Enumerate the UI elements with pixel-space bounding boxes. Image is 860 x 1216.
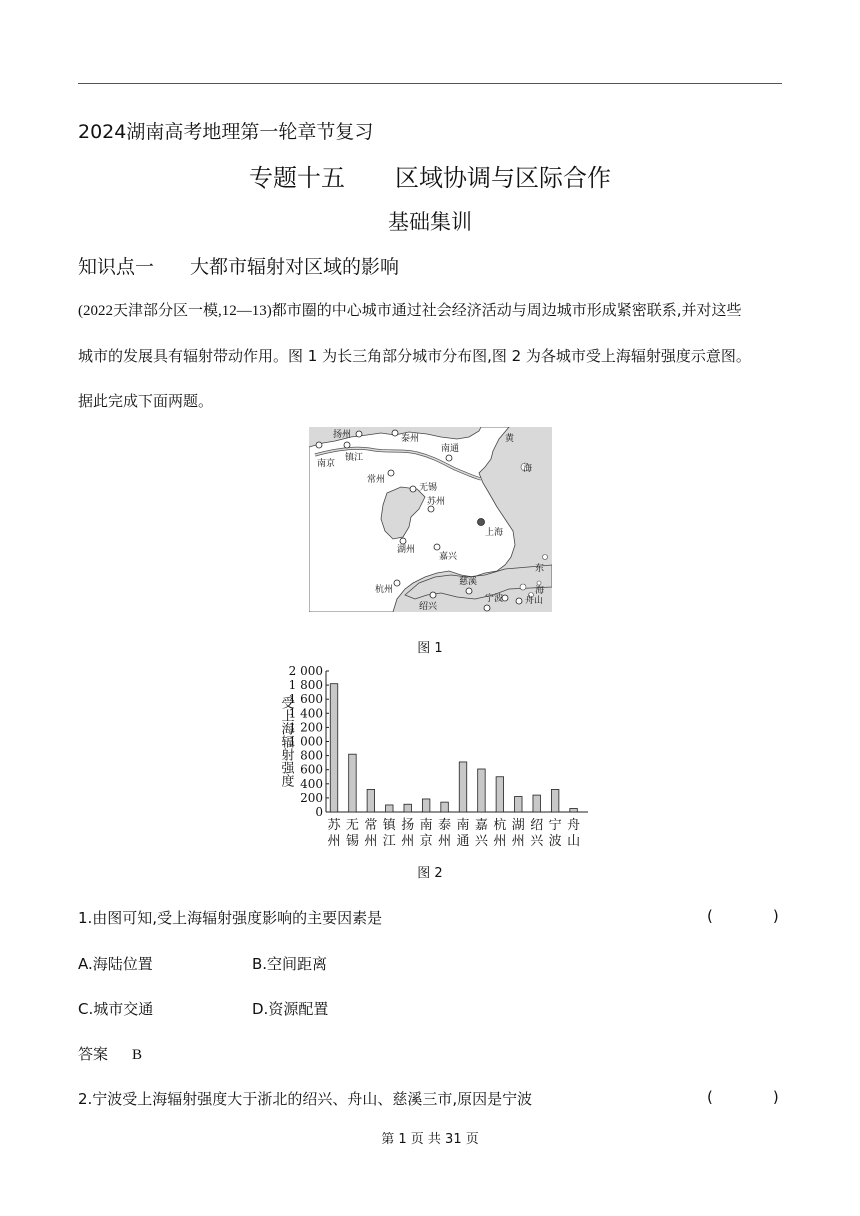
intro-line-1 (78, 299, 742, 320)
knowledge-point-heading (78, 252, 399, 279)
x-tick-label: 州 (327, 834, 341, 849)
x-tick-label: 山 (567, 834, 581, 849)
y-tick-label: 1 000 (288, 734, 323, 749)
x-tick-label: 州 (438, 834, 452, 849)
x-tick-label: 京 (419, 834, 433, 849)
x-tick-label: 宁 (548, 818, 562, 833)
paren-close: ) (772, 907, 779, 925)
intro-text-1: 都市圈的中心城市通过社会经济活动与周边城市形成紧密联系,并对这些 (271, 301, 742, 319)
map-island (543, 555, 548, 560)
city-marker-shanghai (478, 519, 485, 526)
chart-caption: 图 2 (417, 866, 443, 881)
map-caption: 图 1 (417, 641, 443, 656)
map-label-nantong: 南通 (441, 444, 460, 454)
x-tick-label: 波 (548, 834, 562, 849)
bar (330, 684, 338, 812)
city-marker-zhoushan (516, 598, 522, 604)
intro-line-3: 据此完成下面两题。 (78, 392, 214, 410)
x-tick-label: 绍 (530, 818, 544, 833)
intro-source: (2022天津部分区一模,12—13) (78, 303, 272, 319)
map-label-nanjing: 南京 (317, 459, 336, 469)
map-label-yangzhou: 扬州 (333, 430, 352, 440)
x-tick-label: 通 (456, 834, 470, 849)
bar (441, 802, 449, 812)
bar (496, 777, 504, 812)
bar-chart (262, 659, 598, 854)
bar (386, 805, 394, 812)
x-tick-label: 州 (511, 834, 525, 849)
bar (404, 804, 412, 812)
city-marker-taizhou (392, 430, 398, 436)
y-tick-label: 600 (300, 762, 323, 777)
map-label-yellow-sea-1: 黄 (505, 434, 515, 444)
answer-value: B (132, 1047, 143, 1063)
x-tick-label: 湖 (511, 818, 525, 833)
bar (459, 762, 467, 812)
bar (478, 769, 486, 812)
city-marker-wuxi (410, 486, 416, 492)
x-tick-label: 州 (493, 834, 507, 849)
city-marker-shaoxing (430, 592, 436, 598)
x-tick-label: 嘉 (474, 818, 488, 833)
section-subtitle: 基础集训 (388, 210, 472, 234)
bar (422, 799, 430, 812)
map-label-huzhou: 湖州 (397, 545, 416, 555)
question-1-stem: 1.由图可知,受上海辐射强度影响的主要因素是 (78, 909, 383, 927)
y-tick-label: 1 400 (288, 706, 323, 721)
question-1-answer (78, 1043, 142, 1064)
city-marker-changzhou (388, 470, 394, 476)
city-marker-nanjing (316, 442, 322, 448)
city-marker-jiaxing (434, 544, 440, 550)
y-tick-label: 0 (315, 805, 323, 819)
answer-label: 答案 (78, 1045, 109, 1063)
city-marker-cixi (466, 588, 472, 594)
x-tick-label: 常 (364, 818, 378, 833)
x-tick-label: 兴 (474, 834, 488, 849)
knowledge-point-label: 知识点一 (78, 256, 155, 278)
document-title: 2024湖南高考地理第一轮章节复习 (78, 121, 374, 143)
x-tick-label: 兴 (530, 834, 544, 849)
city-marker-zhenjiang (344, 442, 350, 448)
x-tick-label: 江 (382, 834, 396, 849)
bar (551, 789, 559, 812)
x-tick-label: 无 (345, 818, 359, 833)
knowledge-point-name: 大都市辐射对区域的影响 (190, 256, 400, 278)
paren-open: ( (707, 1088, 713, 1106)
y-tick-label: 200 (300, 790, 323, 805)
map-label-changzhou: 常州 (367, 475, 386, 485)
map-label-suzhou: 苏州 (427, 497, 446, 507)
question-2-stem: 2.宁波受上海辐射强度大于浙北的绍兴、舟山、慈溪三市,原因是宁波 (78, 1090, 533, 1108)
question-1-option-c: C.城市交通 (78, 1000, 154, 1018)
x-tick-label: 苏 (327, 818, 341, 833)
x-tick-label: 泰 (438, 818, 452, 833)
map-figure (309, 427, 552, 612)
map-label-wuxi: 无锡 (419, 483, 438, 493)
map-label-jiaxing: 嘉兴 (439, 552, 458, 562)
x-tick-label: 州 (401, 834, 415, 849)
question-1-option-a: A.海陆位置 (78, 955, 153, 973)
bar (349, 754, 357, 812)
map-island (520, 584, 526, 590)
map-label-east-sea-1: 东 (535, 564, 545, 574)
map-label-zhenjiang: 镇江 (345, 453, 364, 463)
map-label-yellow-sea-2: 海 (523, 464, 533, 474)
bar (570, 808, 578, 812)
paren-open: ( (707, 907, 713, 925)
map-label-shanghai: 上海 (485, 528, 504, 538)
topic-title (0, 158, 860, 193)
question-1-answer-paren (707, 907, 779, 925)
y-tick-label: 400 (300, 776, 323, 791)
bar (515, 796, 523, 812)
topic-number: 专题十五 (249, 164, 345, 192)
topic-name: 区域协调与区际合作 (395, 164, 611, 192)
map-label-east-sea-2: 海 (535, 586, 545, 596)
paren-close: ) (772, 1088, 779, 1106)
map-label-cixi: 慈溪 (459, 577, 478, 587)
map-label-hangzhou: 杭州 (375, 585, 394, 595)
city-marker-hangzhou (394, 580, 400, 586)
city-marker-nantong (446, 455, 452, 461)
question-2-answer-paren (707, 1088, 779, 1106)
x-tick-label: 锡 (345, 834, 359, 849)
y-tick-label: 1 600 (288, 692, 323, 707)
page-footer: 第 1 页 共 31 页 (381, 1132, 479, 1147)
x-tick-label: 舟 (567, 818, 581, 833)
map-label-taizhou: 泰州 (401, 434, 420, 444)
map-label-zhoushan: 舟山 (525, 596, 544, 606)
y-tick-label: 800 (300, 748, 323, 763)
bar (367, 789, 375, 812)
map-label-shaoxing: 绍兴 (419, 602, 438, 612)
city-marker-extra (484, 605, 490, 611)
x-tick-label: 扬 (401, 818, 415, 833)
y-tick-label: 1 800 (288, 678, 323, 693)
city-marker-huzhou (400, 538, 406, 544)
x-tick-label: 州 (364, 834, 378, 849)
x-tick-label: 南 (456, 818, 470, 833)
question-1-option-b: B.空间距离 (252, 955, 328, 973)
x-tick-label: 镇 (382, 818, 396, 833)
y-tick-label: 1 200 (288, 720, 323, 735)
city-marker-yangzhou (356, 431, 362, 437)
map-label-ningbo: 宁波 (485, 594, 504, 604)
x-tick-label: 南 (419, 818, 433, 833)
bar (533, 795, 541, 812)
intro-line-2: 城市的发展具有辐射带动作用。图 1 为长三角部分城市分布图,图 2 为各城市受上海辐射强度示意图。 (78, 347, 751, 365)
x-tick-label: 杭 (493, 818, 507, 833)
y-tick-label: 2 000 (288, 664, 323, 678)
header-rule (78, 83, 782, 84)
question-1-option-d: D.资源配置 (252, 1000, 329, 1018)
y-axis-label: 受上海辐射强度 (278, 696, 294, 787)
map-island (537, 581, 541, 585)
